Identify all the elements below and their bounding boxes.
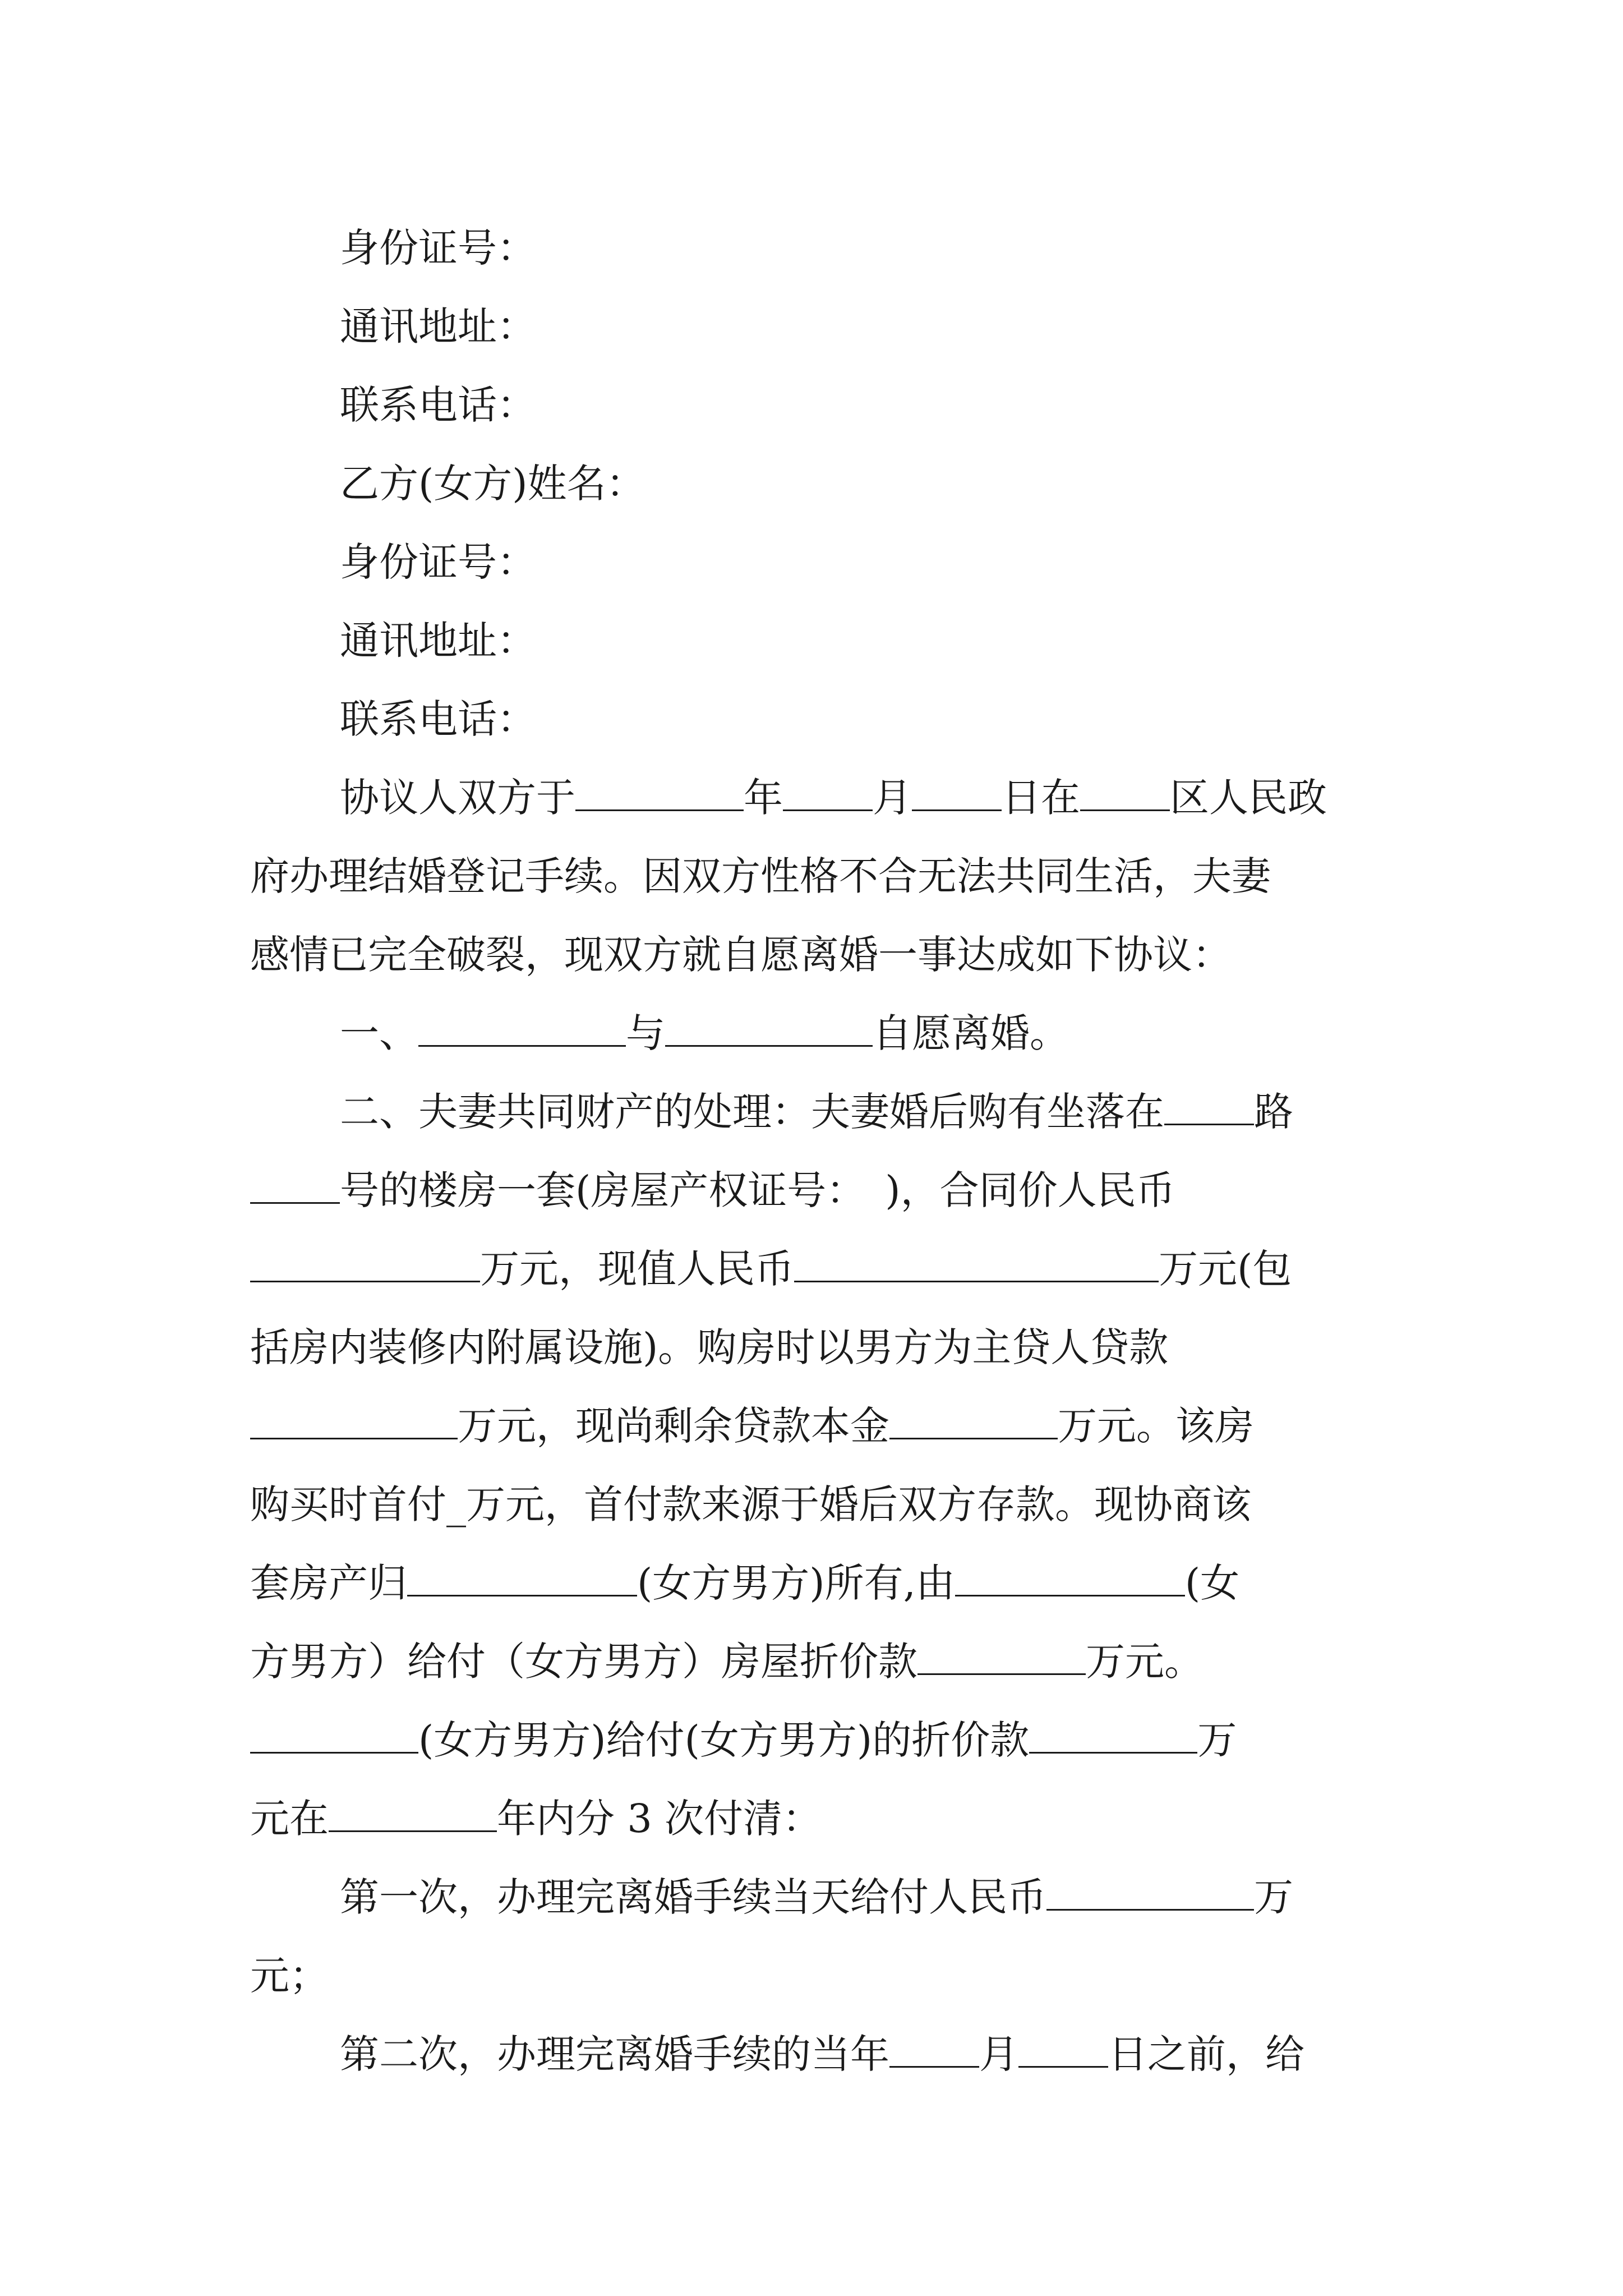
- clause-2-line-1: 二、夫妻共同财产的处理：夫妻婚后购有坐落在 路: [340, 1089, 1293, 1135]
- agreement-body: [250, 209, 1377, 2093]
- party-a-phone-label: 联系电话：: [340, 382, 536, 428]
- payment-2-line-1: 第二次，办理完离婚手续的当年 月 日之前，给: [340, 2031, 1304, 2077]
- compensation-amount-blank: [1029, 1719, 1197, 1754]
- contract-price-blank: [250, 1248, 480, 1282]
- party-b-id-label: 身份证号：: [340, 539, 536, 585]
- road-blank: [1164, 1091, 1254, 1125]
- paying-party-blank: [250, 1719, 418, 1754]
- year-blank: [575, 777, 744, 811]
- district-blank: [1080, 777, 1170, 811]
- payment-1-line-2: 元；: [250, 1953, 329, 1999]
- clause-2-line-9: (女方男方)给付(女方男方)的折价款 万: [250, 1701, 1377, 1779]
- payment-1-line-1: 第一次，办理完离婚手续当天给付人民币 万: [340, 1874, 1293, 1920]
- clause-2-line-7: 套房产归 (女方男方)所有,由 (女: [250, 1560, 1240, 1606]
- party-a-name-blank: [418, 1013, 626, 1047]
- house-number-blank: [250, 1170, 340, 1204]
- clause-2-line-4: 括房内装修内附属设施)。购房时以男方为主贷人贷款: [250, 1324, 1169, 1370]
- owner-blank: [407, 1562, 637, 1596]
- month-blank: [783, 777, 873, 811]
- clause-2-line-10: 元在 年内分 3 次付清：: [250, 1796, 822, 1842]
- clause-2-line-5: 万元，现尚剩余贷款本金 万元。该房: [250, 1387, 1377, 1465]
- current-value-blank: [794, 1248, 1159, 1282]
- first-payment-blank: [1046, 1876, 1254, 1911]
- party-a-id-label: 身份证号：: [340, 225, 536, 271]
- day-blank: [912, 777, 1002, 811]
- party-b-name-blank: [665, 1013, 873, 1047]
- party-b-phone-label: 联系电话：: [340, 696, 536, 742]
- payer-blank: [955, 1562, 1185, 1596]
- second-payment-day-blank: [1018, 2033, 1108, 2068]
- remaining-loan-blank: [889, 1405, 1058, 1439]
- clause-2-line-3: 万元，现值人民币 万元(包: [250, 1230, 1377, 1308]
- loan-amount-blank: [250, 1405, 458, 1439]
- clause-1: 一、 与 自愿离婚。: [340, 1010, 1069, 1056]
- clause-2-line-6: 购买时首付_万元，首付款来源于婚后双方存款。现协商该: [250, 1481, 1251, 1527]
- party-b-name-label: 乙方(女方)姓名：: [340, 461, 645, 507]
- clause-2-line-8: 方男方）给付（女方男方）房屋折价款 万元。: [250, 1639, 1204, 1685]
- party-b-address-label: 通讯地址：: [340, 618, 536, 664]
- intro-line-3: 感情已完全破裂，现双方就自愿离婚一事达成如下协议：: [250, 932, 1232, 978]
- clause-2-line-2: 号的楼房一套(房屋产权证号： )，合同价人民币: [250, 1151, 1377, 1230]
- intro-line-1: 协议人双方于 年 月 日在 区人民政: [340, 775, 1327, 821]
- intro-line-2: 府办理结婚登记手续。因双方性格不合无法共同生活，夫妻: [250, 853, 1271, 899]
- party-a-address-label: 通讯地址：: [340, 303, 536, 349]
- compensation-blank: [917, 1641, 1086, 1675]
- years-blank: [329, 1798, 497, 1832]
- second-payment-month-blank: [889, 2033, 979, 2068]
